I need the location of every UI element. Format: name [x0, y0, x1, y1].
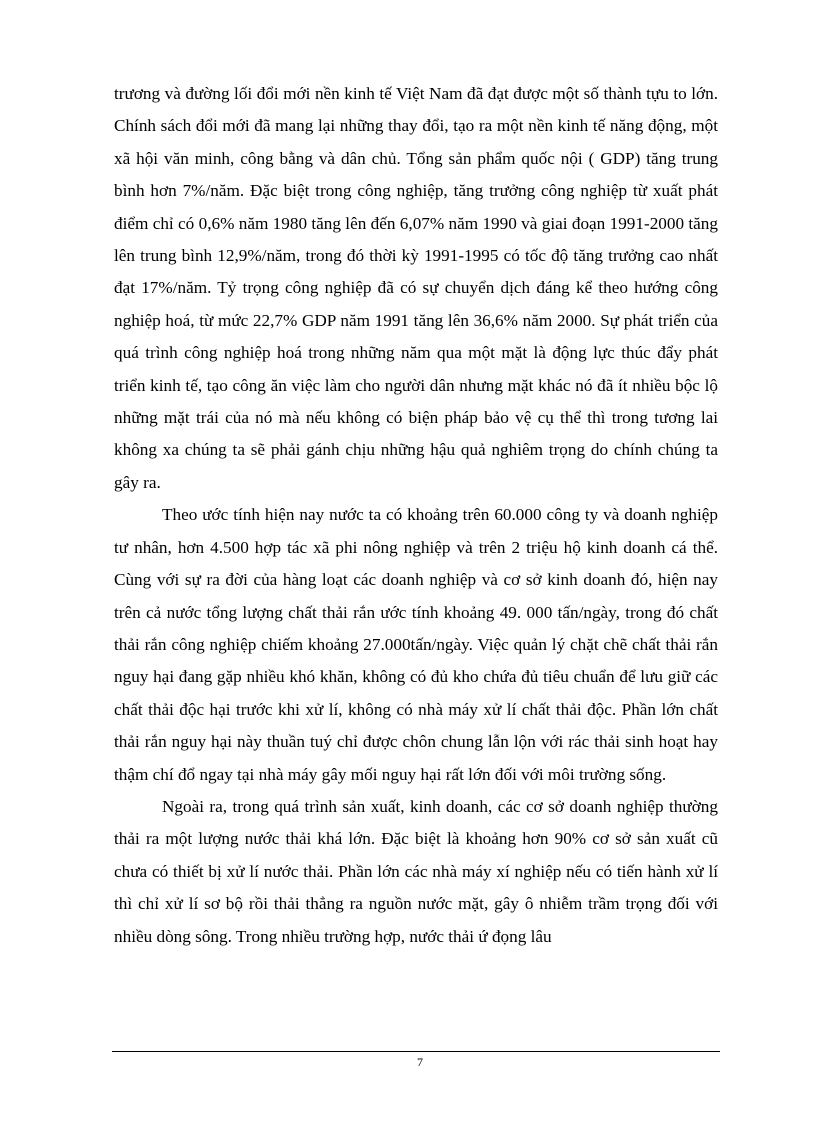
paragraph-2: Theo ước tính hiện nay nước ta có khoảng trên 60.000 công ty và doanh nghiệp tư nhân, hơn 4.500 hợp tác xã phi nông nghiệp và trên 2 triệu hộ kinh doanh cá thể. Cùng với sự ra đời của hàng loạt các doanh nghiệp và cơ sở kinh doanh đó, hiện nay trên cả nước tổng lượng chất thải rắn ước tính khoảng 49. 000 tấn/ngày, trong đó chất thải rắn công nghiệp chiếm khoảng 27.000tấn/ngày. Việc quản lý chặt chẽ chất thải rắn nguy hại đang gặp nhiều khó khăn, không có đủ kho chứa đủ tiêu chuẩn để lưu giữ các chất thải độc hại trước khi xử lí, không có nhà máy xử lí chất thải độc. Phần lớn chất thải rắn nguy hại này thuần tuý chỉ được chôn chung lẫn lộn với rác thải sinh hoạt hay thậm chí đổ ngay tại nhà máy gây mối nguy hại rất lớn đối với môi trường sống. [114, 505, 718, 784]
paragraph-3: Ngoài ra, trong quá trình sản xuất, kinh doanh, các cơ sở doanh nghiệp thường thải ra một lượng nước thải khá lớn. Đặc biệt là khoảng hơn 90% cơ sở sản xuất cũ chưa có thiết bị xử lí nước thải. Phần lớn các nhà máy xí nghiệp nếu có tiến hành xử lí thì chỉ xử lí sơ bộ rồi thải thẳng ra nguồn nước mặt, gây ô nhiễm trầm trọng đối với nhiều dòng sông. Trong nhiều trường hợp, nước thải ứ đọng lâu [114, 796, 718, 946]
footer-divider [112, 1051, 720, 1052]
page-number: 7 [417, 1055, 423, 1069]
paragraph-1: trương và đường lối đổi mới nền kinh tế Việt Nam đã đạt được một số thành tựu to lớn. Chính sách đổi mới đã mang lại những thay đổi, tạo ra một nền kinh tế năng động, một xã hội văn minh, công bằng và dân chủ. Tổng sản phẩm quốc nội ( GDP) tăng trung bình hơn 7%/năm. Đặc biệt trong công nghiệp, tăng trưởng công nghiệp từ xuất phát điểm chỉ có 0,6% năm 1980 tăng lên đến 6,07% năm 1990 và giai đoạn 1991-2000 tăng lên trung bình 12,9%/năm, trong đó thời kỳ 1991-1995 có tốc độ tăng trưởng cao nhất đạt 17%/năm. Tỷ trọng công nghiệp đã có sự chuyển dịch đáng kể theo hướng công nghiệp hoá, từ mức 22,7% GDP năm 1991 tăng lên 36,6% năm 2000. Sự phát triển của quá trình công nghiệp hoá trong những năm qua một mặt là động lực thúc đẩy phát triển kinh tế, tạo công ăn việc làm cho người dân nhưng mặt khác nó đã ít nhiều bộc lộ những mặt trái của nó mà nếu không có biện pháp bảo vệ cụ thể thì trong tương lai không xa chúng ta sẽ phải gánh chịu những hậu quả nghiêm trọng do chính chúng ta gây ra. [114, 84, 718, 492]
body-text [114, 78, 718, 953]
